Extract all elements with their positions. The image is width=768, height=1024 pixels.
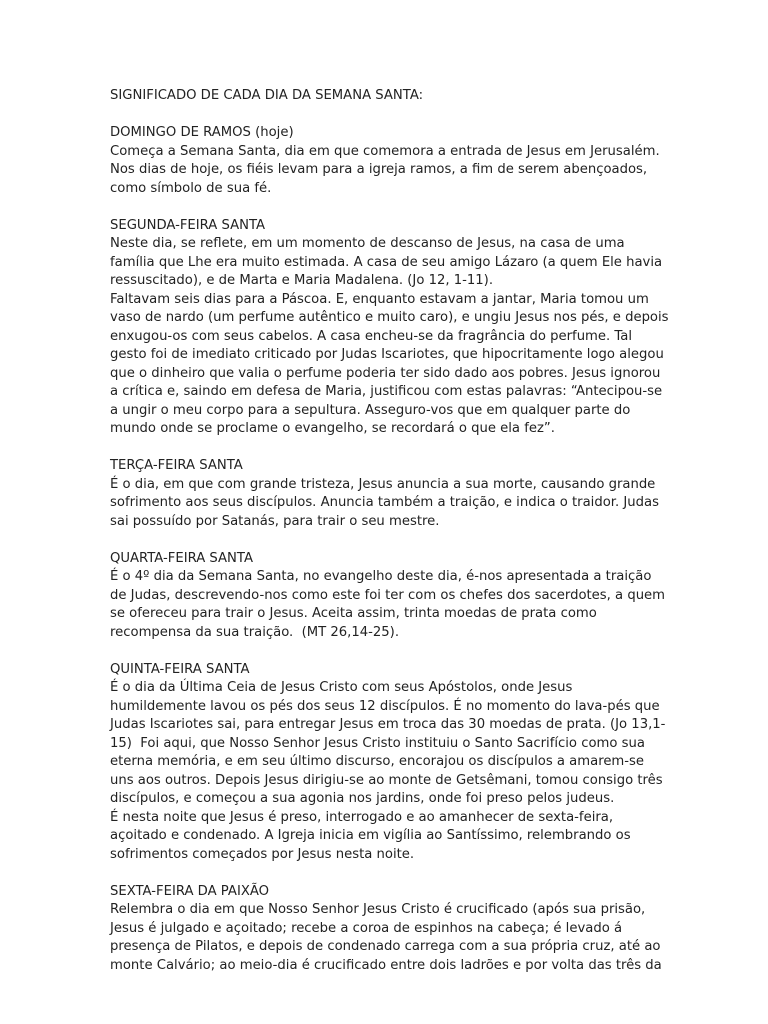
section-quinta-feira-santa xyxy=(110,661,670,865)
text-line: 15) Foi aqui, que Nosso Senhor Jesus Cristo instituiu o Santo Sacrifício como sua xyxy=(110,735,645,751)
text-line: se ofereceu para trair o Jesus. Aceita assim, trinta moedas de prata como xyxy=(110,606,597,621)
text-line: família que Lhe era muito estimada. A casa de seu amigo Lázaro (a quem Ele havia xyxy=(110,254,663,270)
text-line: a crítica e, saindo em defesa de Maria, justificou com estas palavras: “Antecipou-se xyxy=(110,384,663,399)
section-terca-feira-santa xyxy=(110,457,670,531)
section-segunda-feira-santa xyxy=(110,217,670,439)
document-page xyxy=(110,87,670,994)
text-line: monte Calvário; ao meio-dia é crucificado entre dois ladrões e por volta das três da xyxy=(110,957,662,973)
text-line: ressuscitado), e de Marta e Maria Madalena. (Jo 12, 1-11). xyxy=(110,273,494,288)
text-line: É nesta noite que Jesus é preso, interrogado e ao amanhecer de sexta-feira, xyxy=(110,809,614,825)
document-title-block xyxy=(110,87,670,106)
text-line: Neste dia, se reflete, em um momento de descanso de Jesus, na casa de uma xyxy=(110,236,625,251)
text-line: Jesus é julgado e açoitado; recebe a coroa de espinhos na cabeça; é levado á xyxy=(110,920,623,936)
document-title: SIGNIFICADO DE CADA DIA DA SEMANA SANTA: xyxy=(110,88,424,103)
text-line: enxugou-os com seus cabelos. A casa encheu-se da fragrância do perfume. Tal xyxy=(110,328,633,344)
text-line: sai possuído por Satanás, para trair o seu mestre. xyxy=(110,513,440,529)
text-line: É o dia da Última Ceia de Jesus Cristo com seus Apóstolos, onde Jesus xyxy=(110,680,573,695)
text-line: recompensa da sua traição. (MT 26,14-25). xyxy=(110,624,400,640)
text-line: sofrimento aos seus discípulos. Anuncia também a traição, e indica o traidor. Judas xyxy=(110,495,659,510)
text-line: É o dia, em que com grande tristeza, Jesus anuncia a sua morte, causando grande xyxy=(110,476,656,492)
section-heading: QUARTA-FEIRA SANTA xyxy=(110,550,253,566)
section-heading: SEXTA-FEIRA DA PAIXÃO xyxy=(110,883,270,899)
text-line: vaso de nardo (um perfume autêntico e muito caro), e ungiu Jesus nos pés, e depois xyxy=(110,310,669,325)
text-line: que o dinheiro que valia o perfume poderia ter sido dado aos pobres. Jesus ignorou xyxy=(110,365,661,381)
text-line: É o 4º dia da Semana Santa, no evangelho deste dia, é-nos apresentada a traição xyxy=(110,569,652,584)
text-line: Faltavam seis dias para a Páscoa. E, enquanto estavam a jantar, Maria tomou um xyxy=(110,291,649,307)
section-sexta-feira-da-paixao xyxy=(110,883,670,976)
text-line: sofrimentos começados por Jesus nesta noite. xyxy=(110,846,415,862)
text-line: Judas Iscariotes sai, para entregar Jesus em troca das 30 moedas de prata. (Jo 13,1- xyxy=(110,717,666,732)
section-heading: QUINTA-FEIRA SANTA xyxy=(110,661,250,677)
text-line: uns aos outros. Depois Jesus dirigiu-se ao monte de Getsêmani, tomou consigo três xyxy=(110,772,663,788)
text-line: a ungir o meu corpo para a sepultura. Asseguro-vos que em qualquer parte do xyxy=(110,402,631,418)
text-line: Começa a Semana Santa, dia em que comemora a entrada de Jesus em Jerusalém. xyxy=(110,143,660,159)
text-line: açoitado e condenado. A Igreja inicia em vigília ao Santíssimo, relembrando os xyxy=(110,828,631,843)
section-heading: TERÇA-FEIRA SANTA xyxy=(110,458,243,473)
section-quarta-feira-santa xyxy=(110,550,670,643)
text-line: mundo onde se proclame o evangelho, se recordará o que ela fez”. xyxy=(110,421,555,436)
text-line: discípulos, e começou a sua agonia nos jardins, onde foi preso pelos judeus. xyxy=(110,791,615,806)
section-domingo-de-ramos xyxy=(110,124,670,198)
text-line: Relembra o dia em que Nosso Senhor Jesus Cristo é crucificado (após sua prisão, xyxy=(110,902,646,917)
section-heading: SEGUNDA-FEIRA SANTA xyxy=(110,217,266,233)
text-line: humildemente lavou os pés dos seus 12 discípulos. É no momento do lava-pés que xyxy=(110,698,660,714)
text-line: gesto foi de imediato criticado por Judas Iscariotes, que hipocritamente logo alegou xyxy=(110,347,664,362)
text-line: de Judas, descrevendo-nos como este foi ter com os chefes dos sacerdotes, a quem xyxy=(110,587,666,603)
text-line: Nos dias de hoje, os fiéis levam para a igreja ramos, a fim de serem abençoados, xyxy=(110,162,648,177)
section-heading: DOMINGO DE RAMOS (hoje) xyxy=(110,125,294,140)
text-line: eterna memória, e em seu último discurso, encorajou os discípulos a amarem-se xyxy=(110,754,645,769)
text-line: como símbolo de sua fé. xyxy=(110,180,272,196)
text-line: presença de Pilatos, e depois de condenado carrega com a sua própria cruz, até ao xyxy=(110,939,661,954)
